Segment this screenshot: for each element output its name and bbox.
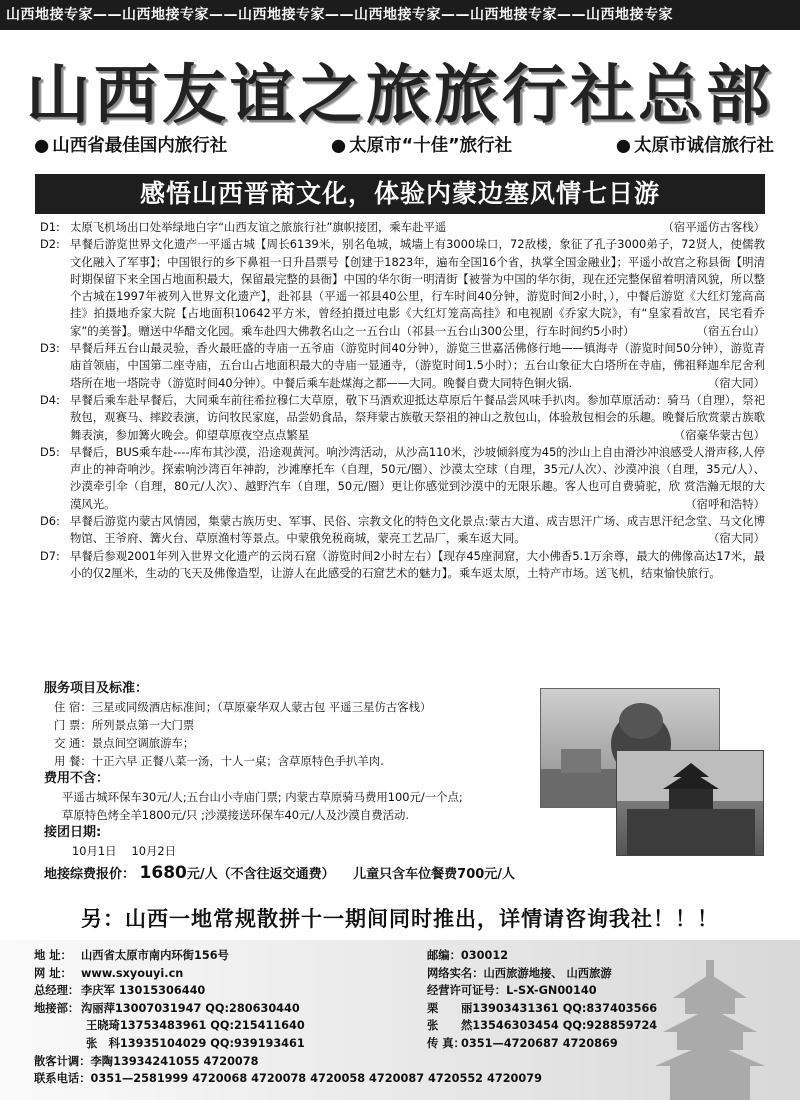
service-details <box>44 680 524 884</box>
individual-value: 李陶13934241055 4720078 <box>90 1054 259 1068</box>
feature-list <box>34 132 774 157</box>
individual-label: 散客计调： <box>34 1054 91 1068</box>
fax-value: 0351—4720687 4720869 <box>461 1036 618 1050</box>
day-description: 早餐后游览内蒙古风情园，集蒙古族历史、军事、民俗、宗教文化的特色文化景点:蒙古大道、成吉思汗广场、成吉思汗纪念堂、马文化博物馆、王爷府、篝火台、草原渔村等景点。中蒙俄免税商城，蒙亮工艺品厂，乘车返大同。 <box>70 514 765 546</box>
service-item: 用 餐：十正六早 正餐八菜一汤，十人一桌；含草原特色手扒羊肉. <box>54 754 384 768</box>
day-lodging: （宿平遥仿古客栈） <box>662 220 765 234</box>
day-3 <box>40 340 765 392</box>
staff-label: 张 <box>427 1019 439 1033</box>
top-banner: 山西地接专家——山西地接专家——山西地接专家——山西地接专家——山西地接专家——山西地接专家 <box>0 0 800 30</box>
network-label: 网络实名： <box>427 966 484 980</box>
staff-value: 然13546303454 QQ:928859724 <box>461 1019 658 1033</box>
feature-item: ● 山西省最佳国内旅行社 <box>34 132 227 157</box>
day-label: D1: <box>40 220 60 234</box>
excluded-item: 草原特色烤全羊1800元/只 ;沙漠接送环保车40元/人及沙漠自费活动. <box>62 808 410 822</box>
agency-title: 山西友谊之旅旅行社总部 <box>26 58 774 133</box>
service-item: 门 票：所列景点第一大门票 <box>54 718 195 732</box>
price-unit: 元/人（不含往返交通费） <box>186 867 335 882</box>
excluded-heading: 费用不含： <box>44 771 110 786</box>
feature-item: ● 太原市“十佳”旅行社 <box>331 132 512 157</box>
day-lodging: （宿呼和浩特） <box>685 496 765 511</box>
staff-label: 栗 <box>427 1001 439 1015</box>
price-line <box>44 864 524 884</box>
day-lodging: （宿大同） <box>708 531 765 546</box>
day-6 <box>40 513 765 548</box>
child-price: 儿童只含车位餐费700元/人 <box>353 867 516 882</box>
contact-right <box>427 947 667 1053</box>
service-item: 交 通：景点间空调旅游车； <box>54 736 195 750</box>
ground-staff: 沟丽萍13007031947 QQ:280630440 <box>81 1001 300 1015</box>
day-description: 早餐后拜五台山最灵验，香火最旺盛的寺庙一五爷庙（游览时间40分钟），游览三世嘉活佛修行地——镇海寺（游览时间50分钟），游览青庙首领庙，中国第二座寺庙，五台山占地面积最大的寺庙一显通寺，（游览时间1.5小时）；五台山象征大白塔所在寺庙，佛祖释迦牟尼舍利塔所在地一塔院寺（游览时间40分钟）。中餐后乘车赴煤海之都——大同。晚餐自费大同特色铜火锅. <box>70 341 765 390</box>
price-label: 地接综费报价： <box>44 867 136 882</box>
network-value: 山西旅游地接、 山西旅游 <box>483 966 612 980</box>
manager-value: 李庆军 13015306440 <box>81 984 206 998</box>
excluded-item: 平遥古城环保车30元/人;五台山小寺庙门票; 内蒙古草原骑马费用100元/一个点; <box>62 790 463 804</box>
day-description: 早餐后，BUS乘车赴----库布其沙漠，沿途观黄河。响沙湾活动，从沙高110米，沙坡倾斜度为45的沙山上自由滑沙冲浪感受人滑声移,人停声止的神奇响沙。探索响沙湾百年神韵，沙滩摩托车（自理，50元/圈）、沙漠太空球（自理，35元/人次）、沙漠冲浪（自理，35元/人）、沙漠牵引伞（自理，80元/人次）、越野汽车（自理，50元/圈）更让你感觉到沙漠中的无限乐趣。客人也可自费骑驼，欣 赏浩瀚无垠的大漠风光。 <box>70 444 765 511</box>
service-item: 住 宿：三星或同级酒店标准间；（草原豪华双人蒙古包 平遥三星仿古客栈） <box>54 700 432 714</box>
ground-staff: 张 科13935104029 QQ:939193461 <box>86 1036 305 1050</box>
day-label: D4: <box>40 392 60 407</box>
tour-subtitle: 感悟山西晋商文化，体验内蒙边塞风情七日游 <box>35 174 765 214</box>
ground-staff: 王晓琦13753483961 QQ:215411640 <box>86 1019 305 1033</box>
phone-value: 0351—2581999 4720068 4720078 4720058 4720087 4720552 4720079 <box>90 1072 542 1086</box>
staff-value: 丽13903431361 QQ:837403566 <box>461 1001 658 1015</box>
day-label: D2: <box>40 237 60 252</box>
day-label: D3: <box>40 341 60 356</box>
manager-label: 总经理： <box>34 984 80 998</box>
postcode-label: 邮编： <box>427 949 461 962</box>
day-lodging: （宿豪华蒙古包） <box>673 427 765 442</box>
price-value: 1680 <box>139 863 187 883</box>
phone-label: 联系电话： <box>34 1072 91 1086</box>
license-value: L-SX-GN00140 <box>506 984 597 998</box>
address-value: 山西省太原市南内环街156号 <box>81 949 229 962</box>
day-description: 早餐后游览世界文化遗产一平遥古城【周长6139米，别名龟城，城墙上有3000垛口，72敌楼，象征了孔子3000弟子，72贤人，使儒教文化融入了军事】；中国银行的乡下鼻祖一日升昌票号【创建于1823年，遍布全国16个省，执掌全国金融业】；平遥小故宫之称县衙【明清时期保留下来全国占地面积最大，保留最完整的县衙】中国的华尔街一明清街【被誉为中国的华尔街，现在还完整保留着明清风貌，所以整个古城在1997年被列入世界文化遗产】，赴祁县（平遥一祁县40公里，行车时间40分钟，游览时间2小时，），中餐后游览《大红灯笼高高挂》拍摄地乔家大院【占地面积10642平方米，曾经拍摄过电影《大红灯笼高高挂》和电视剧《乔家大院》，有“皇家看故宫，民宅看乔家”的美誉】。赠送中华醋文化园。乘车赴四大佛教名山之一五台山（祁县一五台山300公里，行车时间约5小时） <box>70 237 765 338</box>
license-label: 经营许可证号： <box>427 984 507 998</box>
day-label: D6: <box>40 514 60 529</box>
day-5 <box>40 444 765 513</box>
feature-item: ● 太原市诚信旅行社 <box>616 132 774 157</box>
day-label: D7: <box>40 548 60 563</box>
day-7 <box>40 548 765 583</box>
day-1 <box>40 219 765 236</box>
city-wall-illustration <box>617 751 764 856</box>
day-lodging: （宿大同） <box>708 375 765 390</box>
day-description: 早餐后参观2001年列入世界文化遗产的云岗石窟（游览时间2小时左右）【现存45座洞窟，大小佛香5.1万余尊，最大的佛像高达17米，最小的仅2厘米，生动的飞天及佛像造型，让游人在此感受的石窟艺术的魅力】。乘车返太原，土特产市场。送飞机，结束愉快旅行。 <box>70 548 765 580</box>
day-2 <box>40 236 765 340</box>
day-4 <box>40 392 765 444</box>
address-label: 地 址： <box>34 949 72 962</box>
promo-notice: 另：山西一地常规散拼十一期间同时推出，详情请咨询我社！！！ <box>81 906 719 931</box>
ground-label: 地接部： <box>34 1001 80 1015</box>
website-label: 网 址： <box>34 966 72 980</box>
fax-label: 传 真： <box>427 1036 465 1050</box>
postcode-value: 030012 <box>460 949 509 962</box>
itinerary <box>40 219 765 582</box>
website-value: www.sxyouyi.cn <box>81 966 184 980</box>
dates-heading: 接团日期: <box>44 825 102 840</box>
services-heading: 服务项目及标准： <box>44 681 149 696</box>
city-wall-photo <box>616 750 764 856</box>
day-lodging: （宿五台山） <box>696 323 765 338</box>
photo-collage <box>540 688 764 868</box>
day-description: 太原飞机场出口处举绿地白字“山西友谊之旅旅行社”旗帜接团，乘车赴平遥 <box>70 220 447 234</box>
day-label: D5: <box>40 444 60 459</box>
tour-dates: 10月1日 10月2日 <box>72 844 177 858</box>
day-description: 早餐后乘车赴早餐后，大同乘车前往希拉穆仁大草原，敬下马酒欢迎抵达草原后午餐品尝风味手扒肉。参加草原活动：骑马（自理），祭祀敖包，观赛马、摔跤表演，访问牧民家庭，品尝奶食品，祭拜蒙古族敬天祭祖的神山之敖包山，体验敖包相会的乐趣。晚餐后欣赏蒙古族歌舞表演，参加篝火晚会。仰望草原夜空点点繁星 <box>70 392 765 442</box>
